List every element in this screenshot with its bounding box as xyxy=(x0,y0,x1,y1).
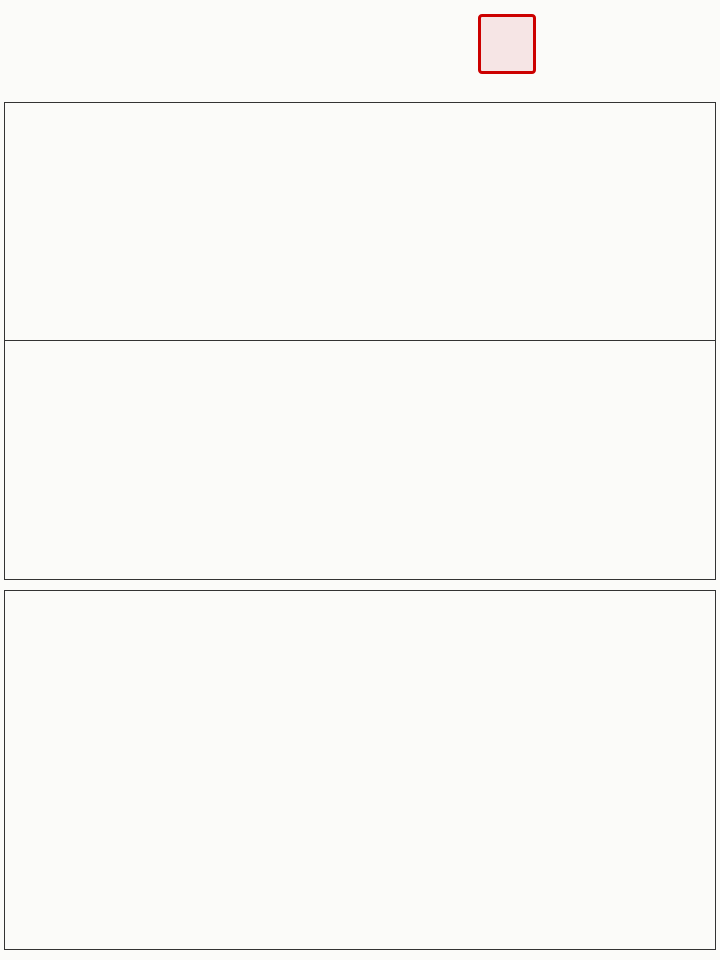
seal-logo xyxy=(478,14,536,74)
annual-luck-table xyxy=(4,590,716,950)
header xyxy=(0,0,720,100)
dai-van-table xyxy=(4,341,716,580)
qr-code-icon[interactable] xyxy=(378,20,448,90)
four-pillars-table xyxy=(4,102,716,341)
